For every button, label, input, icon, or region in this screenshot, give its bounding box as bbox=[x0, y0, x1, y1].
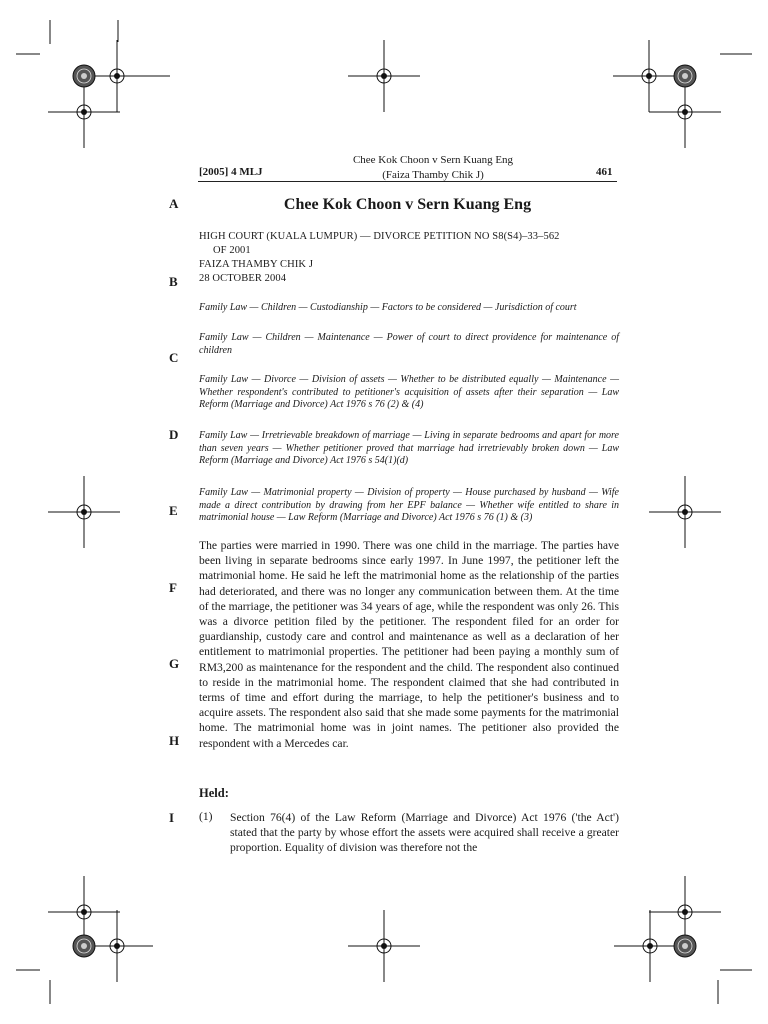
margin-letter-i: I bbox=[169, 810, 175, 825]
court-line: HIGH COURT (KUALA LUMPUR) — DIVORCE PETITION NO S8(S4)–33–562 bbox=[199, 231, 560, 242]
judge-name: FAIZA THAMBY CHIK J bbox=[199, 259, 314, 270]
court-line-continued: OF 2001 bbox=[213, 245, 251, 256]
catchword-paragraph: Family Law — Children — Maintenance — Power of court to direct providence for maintenance of children bbox=[199, 332, 619, 356]
colour-target bbox=[674, 935, 696, 957]
judgment-date: 28 OCTOBER 2004 bbox=[199, 273, 287, 284]
page-number: 461 bbox=[596, 166, 613, 178]
running-head-judge: (Faiza Thamby Chik J) bbox=[382, 169, 484, 181]
margin-letter-h: H bbox=[169, 733, 180, 748]
report-citation: [2005] 4 MLJ bbox=[199, 166, 263, 178]
catchword-paragraph: Family Law — Matrimonial property — Division of property — House purchased by husband — Wife made a direct contribution by drawing from her EPF balance — Whether wife entitled to share in matrimonial house — Law Reform (Marriage and Divorce) Act 1976 s 76 (1) & (3) bbox=[199, 487, 619, 523]
margin-letter-d: D bbox=[169, 427, 179, 442]
running-head bbox=[300, 153, 566, 183]
catchword-paragraph: Family Law — Children — Custodianship — Factors to be considered — Jurisdiction of court bbox=[199, 302, 577, 313]
margin-letter-b: B bbox=[169, 274, 178, 289]
held-heading: Held: bbox=[199, 786, 229, 800]
held-item-text: Section 76(4) of the Law Reform (Marriage and Divorce) Act 1976 ('the Act') stated that the party by whose effort the assets were acquired shall receive a greater proportion. Equality of division was therefore not the bbox=[230, 811, 619, 855]
registration-mark bbox=[348, 40, 420, 112]
running-head-case: Chee Kok Choon v Sern Kuang Eng bbox=[352, 154, 514, 166]
case-summary: The parties were married in 1990. There was one child in the marriage. The parties have been living in separate bedrooms since early 1997. In June 1997, the petitioner left the matrimonial home. He said he left the matrimonial home as the relationship of the parties had deteriorated, and there was no longer any communication between them. At the time of the marriage, the petitioner was 34 years of age, while the respondent was only 26. This was a divorce petition filed by the petitioner. The respondent filed for an order for guardianship, custody care and control and maintenance as well as a declaration of her entitlement to matrimonial properties. The petitioner had been paying a monthly sum of RM3,200 as maintenance for the respondent and the child. The respondent also continued to reside in the matrimonial home. The respondent claimed that she had contributed in terms of time and effort during the marriage, to help the petitioner's business and to acquire assets. The respondent also said that she made some payments for the matrimonial home. The matrimonial home was in joint names. The petitioner also provided the respondent with a Mercedes car. bbox=[199, 539, 619, 750]
registration-mark bbox=[649, 476, 721, 548]
registration-mark bbox=[348, 910, 420, 982]
margin-letter-c: C bbox=[169, 350, 179, 365]
margin-letter-e: E bbox=[169, 503, 178, 518]
colour-target bbox=[73, 65, 95, 87]
catchword-paragraph: Family Law — Divorce — Division of assets — Whether to be distributed equally — Maintenance — Whether respondent's contributed to petitioner's acquisition of assets after their separation — Law Reform (Marriage and Divorce) Act 1976 s 76 (2) & (4) bbox=[199, 374, 619, 410]
court-details bbox=[199, 230, 619, 286]
held-item-number: (1) bbox=[199, 810, 213, 823]
header-rule bbox=[198, 181, 617, 182]
colour-target bbox=[674, 65, 696, 87]
colour-target bbox=[73, 935, 95, 957]
margin-letter-f: F bbox=[169, 580, 177, 595]
catchword-paragraph: Family Law — Irretrievable breakdown of marriage — Living in separate bedrooms and apart for more than seven years — Whether petitioner proved that marriage had irretrievably broken down — Law Reform (Marriage and Divorce) Act 1976 s 54(1)(d) bbox=[199, 430, 619, 466]
margin-letter-g: G bbox=[169, 656, 180, 671]
registration-mark bbox=[48, 476, 120, 548]
margin-letter-a: A bbox=[169, 196, 179, 211]
case-title: Chee Kok Choon v Sern Kuang Eng bbox=[283, 196, 532, 213]
